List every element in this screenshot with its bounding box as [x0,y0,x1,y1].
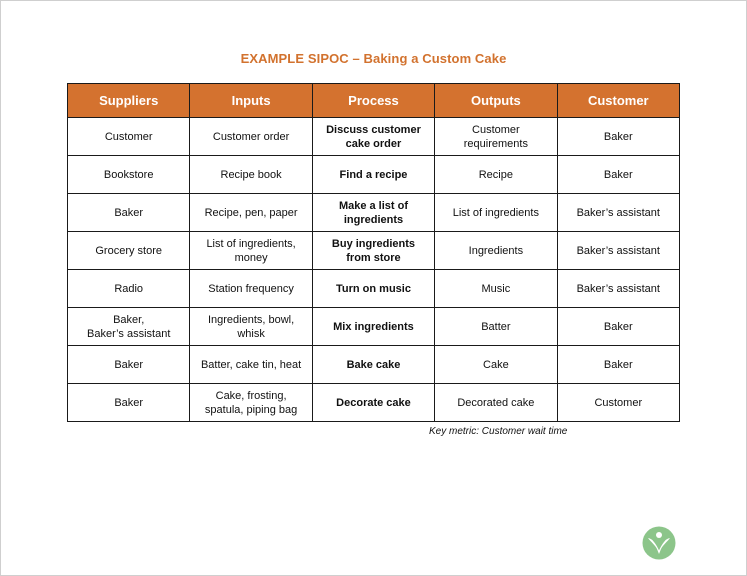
cell-input: List of ingredients, money [190,232,312,270]
cell-input: Ingredients, bowl, whisk [190,308,312,346]
cell-customer: Baker [557,118,679,156]
cell-supplier: Baker [68,346,190,384]
table-row [68,308,680,346]
table-header-row [68,84,680,118]
cell-customer: Baker’s assistant [557,232,679,270]
cell-process: Turn on music [312,270,434,308]
header-inputs: Inputs [190,84,312,118]
cell-process: Decorate cake [312,384,434,422]
cell-output: List of ingredients [435,194,557,232]
cell-supplier: Baker [68,194,190,232]
cell-output: Decorated cake [435,384,557,422]
cell-supplier: Bookstore [68,156,190,194]
cell-customer: Customer [557,384,679,422]
cell-supplier: Baker [68,384,190,422]
cell-input: Recipe book [190,156,312,194]
cell-input: Station frequency [190,270,312,308]
cell-supplier: Baker, Baker’s assistant [68,308,190,346]
cell-process: Mix ingredients [312,308,434,346]
cell-supplier: Customer [68,118,190,156]
cell-output: Ingredients [435,232,557,270]
cell-process: Find a recipe [312,156,434,194]
table-row [68,118,680,156]
cell-customer: Baker [557,346,679,384]
header-suppliers: Suppliers [68,84,190,118]
cell-process: Discuss customer cake order [312,118,434,156]
cell-output: Batter [435,308,557,346]
cell-process: Make a list of ingredients [312,194,434,232]
table-row [68,194,680,232]
logo-graphic [642,526,676,560]
key-metric-note: Key metric: Customer wait time [429,426,568,437]
cell-output: Cake [435,346,557,384]
cell-output: Music [435,270,557,308]
header-outputs: Outputs [435,84,557,118]
table-row [68,232,680,270]
header-process: Process [312,84,434,118]
sipoc-table [67,83,680,422]
cell-customer: Baker’s assistant [557,270,679,308]
cell-customer: Baker’s assistant [557,194,679,232]
cell-customer: Baker [557,156,679,194]
table-row [68,346,680,384]
cell-customer: Baker [557,308,679,346]
cell-input: Batter, cake tin, heat [190,346,312,384]
cell-output: Customer requirements [435,118,557,156]
table-row [68,156,680,194]
page-title: EXAMPLE SIPOC – Baking a Custom Cake [240,51,507,66]
cell-supplier: Grocery store [68,232,190,270]
cell-supplier: Radio [68,270,190,308]
table-row [68,384,680,422]
leaf-person-logo-icon [642,526,676,560]
cell-process: Bake cake [312,346,434,384]
cell-process: Buy ingredients from store [312,232,434,270]
header-customer: Customer [557,84,679,118]
cell-output: Recipe [435,156,557,194]
cell-input: Recipe, pen, paper [190,194,312,232]
cell-input: Customer order [190,118,312,156]
table-row [68,270,680,308]
cell-input: Cake, frosting, spatula, piping bag [190,384,312,422]
